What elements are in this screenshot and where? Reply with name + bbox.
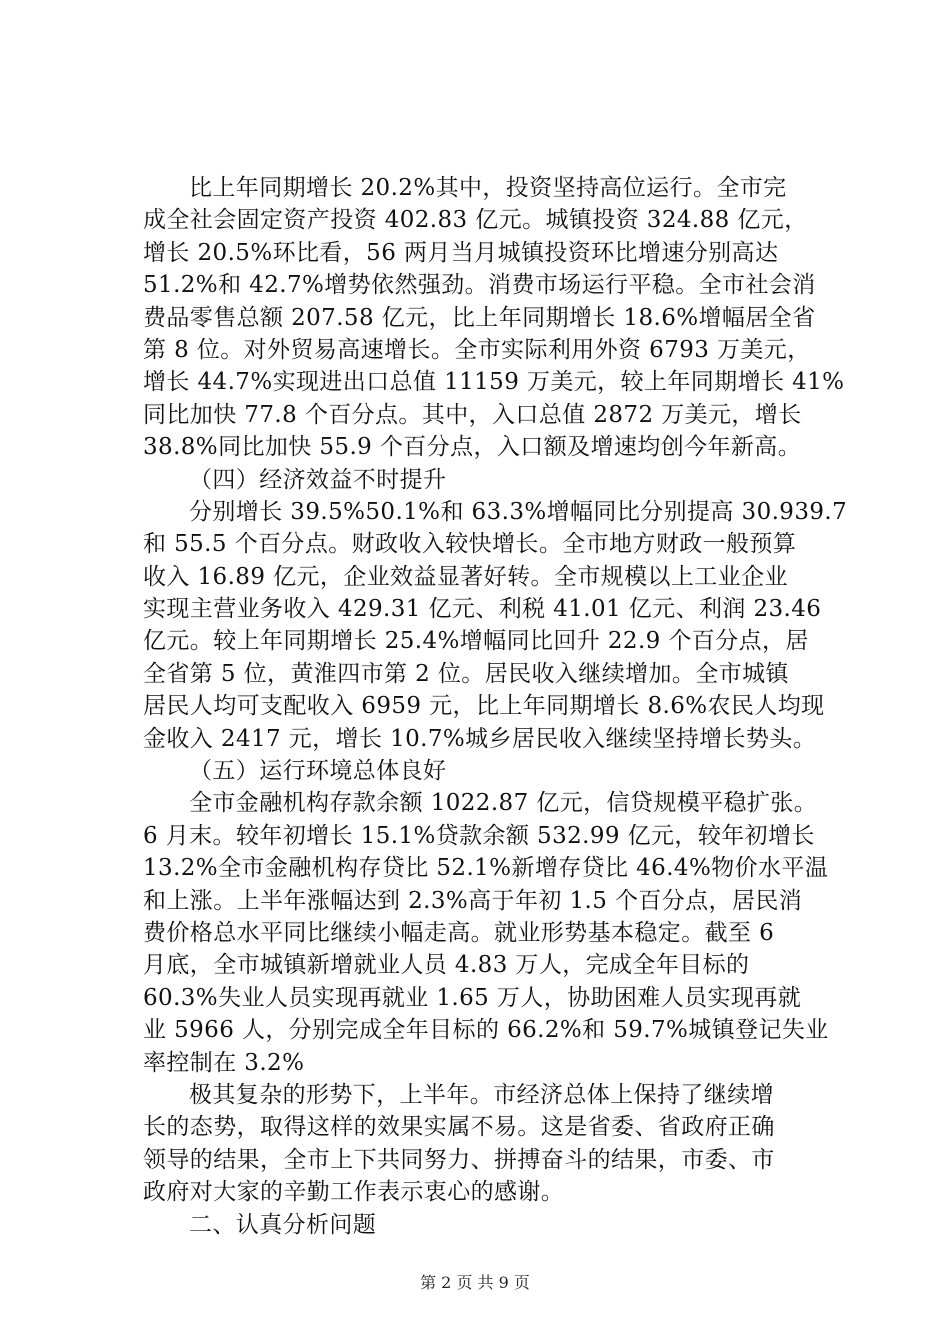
- text-line: 38.8%同比加快 55.9 个百分点，入口额及增速均创今年新高。: [143, 434, 802, 461]
- text-line: 和上涨。上半年涨幅达到 2.3%高于年初 1.5 个百分点，居民消: [143, 887, 803, 914]
- text-line: 和 55.5 个百分点。财政收入较快增长。全市地方财政一般预算: [143, 531, 797, 558]
- text-line: 长的态势，取得这样的效果实属不易。这是省委、省政府正确: [143, 1114, 775, 1141]
- text-line: 亿元。较上年同期增长 25.4%增幅同比回升 22.9 个百分点，居: [143, 628, 809, 655]
- document-body: [143, 172, 855, 1241]
- text-line: 费品零售总额 207.58 亿元，比上年同期增长 18.6%增幅居全省: [143, 304, 816, 331]
- section-heading: （五）运行环境总体良好: [189, 758, 447, 785]
- text-line: 全省第 5 位，黄淮四市第 2 位。居民收入继续增加。全市城镇: [143, 660, 789, 687]
- text-line: 金收入 2417 元，增长 10.7%城乡居民收入继续坚持增长势头。: [143, 725, 817, 752]
- text-line: 率控制在 3.2%: [143, 1049, 305, 1076]
- text-line: 增长 20.5%环比看，56 两月当月城镇投资环比增速分别高达: [143, 239, 779, 266]
- text-line: 政府对大家的辛勤工作表示衷心的感谢。: [143, 1179, 565, 1206]
- text-line: 居民人均可支配收入 6959 元，比上年同期增长 8.6%农民人均现: [143, 693, 825, 720]
- text-line: 比上年同期增长 20.2%其中，投资坚持高位运行。全市完: [189, 175, 787, 201]
- text-line: 实现主营业务收入 429.31 亿元、利税 41.01 亿元、利润 23.46: [143, 596, 822, 623]
- text-line: 费价格总水平同比继续小幅走高。就业形势基本稳定。截至 6: [143, 919, 775, 946]
- text-line: 增长 44.7%实现进出口总值 11159 万美元，较上年同期增长 41%: [143, 369, 845, 396]
- text-line: 极其复杂的形势下，上半年。市经济总体上保持了继续增: [189, 1081, 774, 1108]
- text-line: 60.3%失业人员实现再就业 1.65 万人，协助困难人员实现再就: [143, 984, 802, 1011]
- text-line: 13.2%全市金融机构存贷比 52.1%新增存贷比 46.4%物价水平温: [143, 855, 829, 882]
- text-line: 分别增长 39.5%50.1%和 63.3%增幅同比分别提高 30.939.7: [189, 498, 848, 525]
- text-line: 领导的结果，全市上下共同努力、拼搏奋斗的结果，市委、市: [143, 1146, 775, 1173]
- text-line: 成全社会固定资产投资 402.83 亿元。城镇投资 324.88 亿元，: [143, 207, 808, 234]
- text-line: 第 8 位。对外贸易高速增长。全市实际利用外资 6793 万美元，: [143, 336, 811, 363]
- text-line: 业 5966 人，分别完成全年目标的 66.2%和 59.7%城镇登记失业: [143, 1017, 829, 1044]
- section-heading: （四）经济效益不时提升: [189, 466, 447, 493]
- text-line: 6 月末。较年初增长 15.1%贷款余额 532.99 亿元，较年初增长: [143, 822, 815, 849]
- text-line: 全市金融机构存款余额 1022.87 亿元，信贷规模平稳扩张。: [189, 790, 818, 817]
- text-line: 同比加快 77.8 个百分点。其中，入口总值 2872 万美元，增长: [143, 401, 802, 428]
- text-line: 51.2%和 42.7%增势依然强劲。消费市场运行平稳。全市社会消: [143, 272, 816, 299]
- text-line: 月底，全市城镇新增就业人员 4.83 万人，完成全年目标的: [143, 952, 750, 979]
- section-heading: 二、认真分析问题: [189, 1211, 377, 1238]
- text-line: 收入 16.89 亿元，企业效益显著好转。全市规模以上工业企业: [143, 563, 788, 590]
- page-footer: 第 2 页 共 9 页: [420, 1273, 530, 1292]
